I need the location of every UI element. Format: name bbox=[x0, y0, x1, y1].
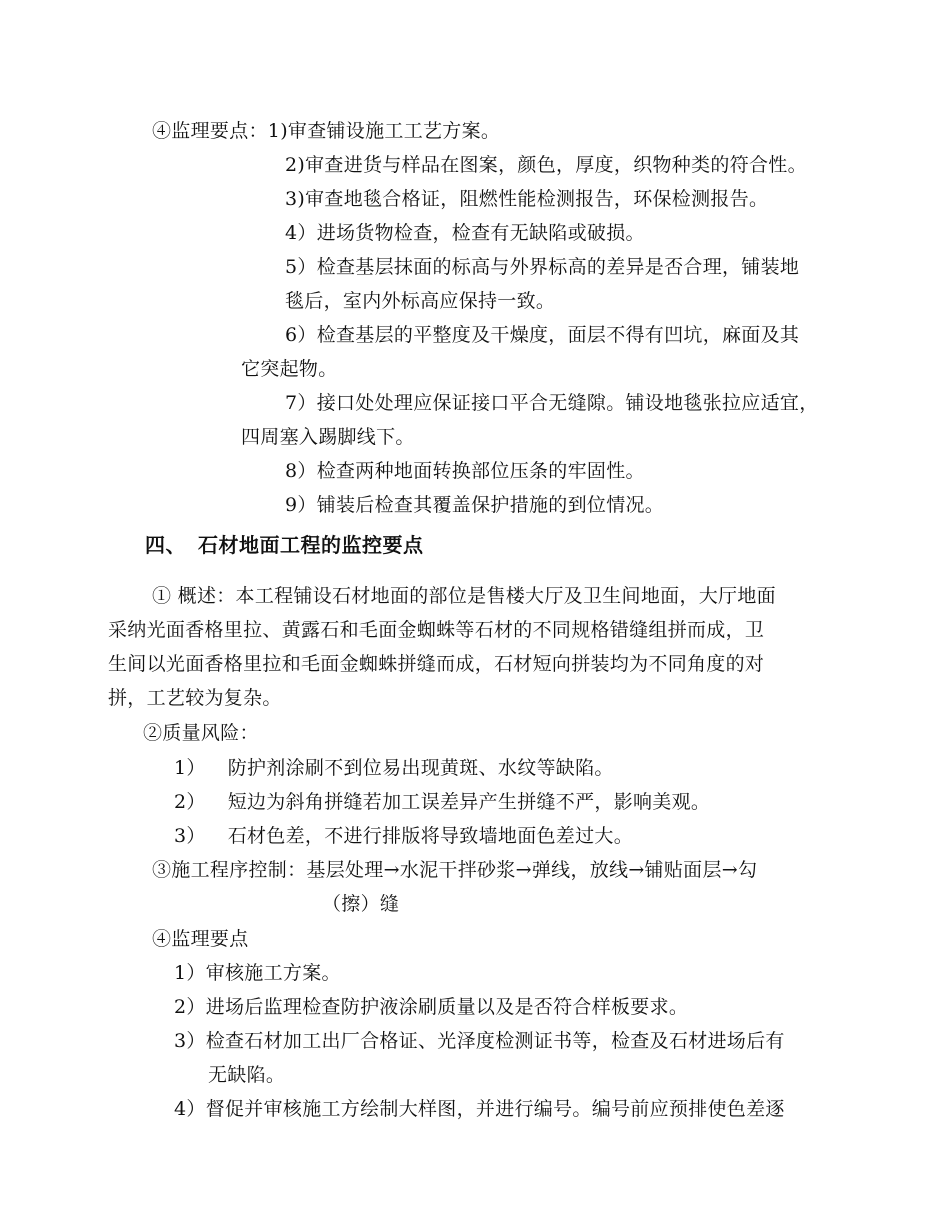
list-item: 3） 石材色差，不进行排版将导致墙地面色差过大。 bbox=[174, 825, 634, 847]
list-item: 6）检查基层的平整度及干燥度，面层不得有凹坑，麻面及其 bbox=[285, 324, 800, 346]
overview-paragraph: 采纳光面香格里拉、黄露石和毛面金蜘蛛等石材的不同规格错缝组拼而成，卫 bbox=[108, 619, 765, 641]
list-item: 1）审核施工方案。 bbox=[174, 962, 341, 984]
supervision-points-heading: ④监理要点：1)审查铺设施工工艺方案。 bbox=[152, 120, 501, 142]
process-control-continuation: （擦）缝 bbox=[322, 893, 400, 915]
list-item: 1） 防护剂涂刷不到位易出现黄斑、水纹等缺陷。 bbox=[174, 757, 614, 779]
list-item: 5）检查基层抹面的标高与外界标高的差异是否合理，铺装地 bbox=[285, 256, 800, 278]
supervision-points-heading: ④监理要点 bbox=[152, 928, 249, 950]
list-item-continuation: 毯后，室内外标高应保持一致。 bbox=[285, 290, 556, 312]
quality-risk-heading: ②质量风险： bbox=[143, 722, 259, 744]
list-item-continuation: 它突起物。 bbox=[241, 358, 338, 380]
list-item: 4）进场货物检查，检查有无缺陷或破损。 bbox=[285, 222, 645, 244]
list-item-continuation: 无缺陷。 bbox=[208, 1064, 286, 1086]
section-heading bbox=[145, 532, 424, 558]
process-control-line: ③施工程序控制：基层处理→水泥干拌砂浆→弹线，放线→铺贴面层→勾 bbox=[152, 859, 758, 881]
list-item: 8）检查两种地面转换部位压条的牢固性。 bbox=[285, 460, 645, 482]
list-item: 3）检查石材加工出厂合格证、光泽度检测证书等，检查及石材进场后有 bbox=[174, 1030, 785, 1052]
overview-paragraph: 拼，工艺较为复杂。 bbox=[108, 687, 282, 709]
list-item: 4）督促并审核施工方绘制大样图，并进行编号。编号前应预排使色差逐 bbox=[174, 1098, 785, 1120]
section-title: 石材地面工程的监控要点 bbox=[198, 533, 424, 557]
list-item: 9）铺装后检查其覆盖保护措施的到位情况。 bbox=[285, 494, 665, 516]
list-item: 3)审查地毯合格证，阻燃性能检测报告，环保检测报告。 bbox=[285, 188, 769, 210]
overview-paragraph: ① 概述：本工程铺设石材地面的部位是售楼大厅及卫生间地面，大厅地面 bbox=[152, 585, 776, 607]
list-item-continuation: 四周塞入踢脚线下。 bbox=[241, 426, 415, 448]
list-item: 2） 短边为斜角拼缝若加工误差异产生拼缝不严，影响美观。 bbox=[174, 791, 711, 813]
list-item: 2）进场后监理检查防护液涂刷质量以及是否符合样板要求。 bbox=[174, 996, 689, 1018]
list-item: 2)审查进货与样品在图案，颜色，厚度，织物种类的符合性。 bbox=[285, 154, 807, 176]
overview-paragraph: 生间以光面香格里拉和毛面金蜘蛛拼缝而成，石材短向拼装均为不同角度的对 bbox=[108, 653, 765, 675]
section-number: 四、 bbox=[145, 533, 186, 557]
list-item: 7）接口处处理应保证接口平合无缝隙。铺设地毯张拉应适宜， bbox=[285, 392, 819, 414]
